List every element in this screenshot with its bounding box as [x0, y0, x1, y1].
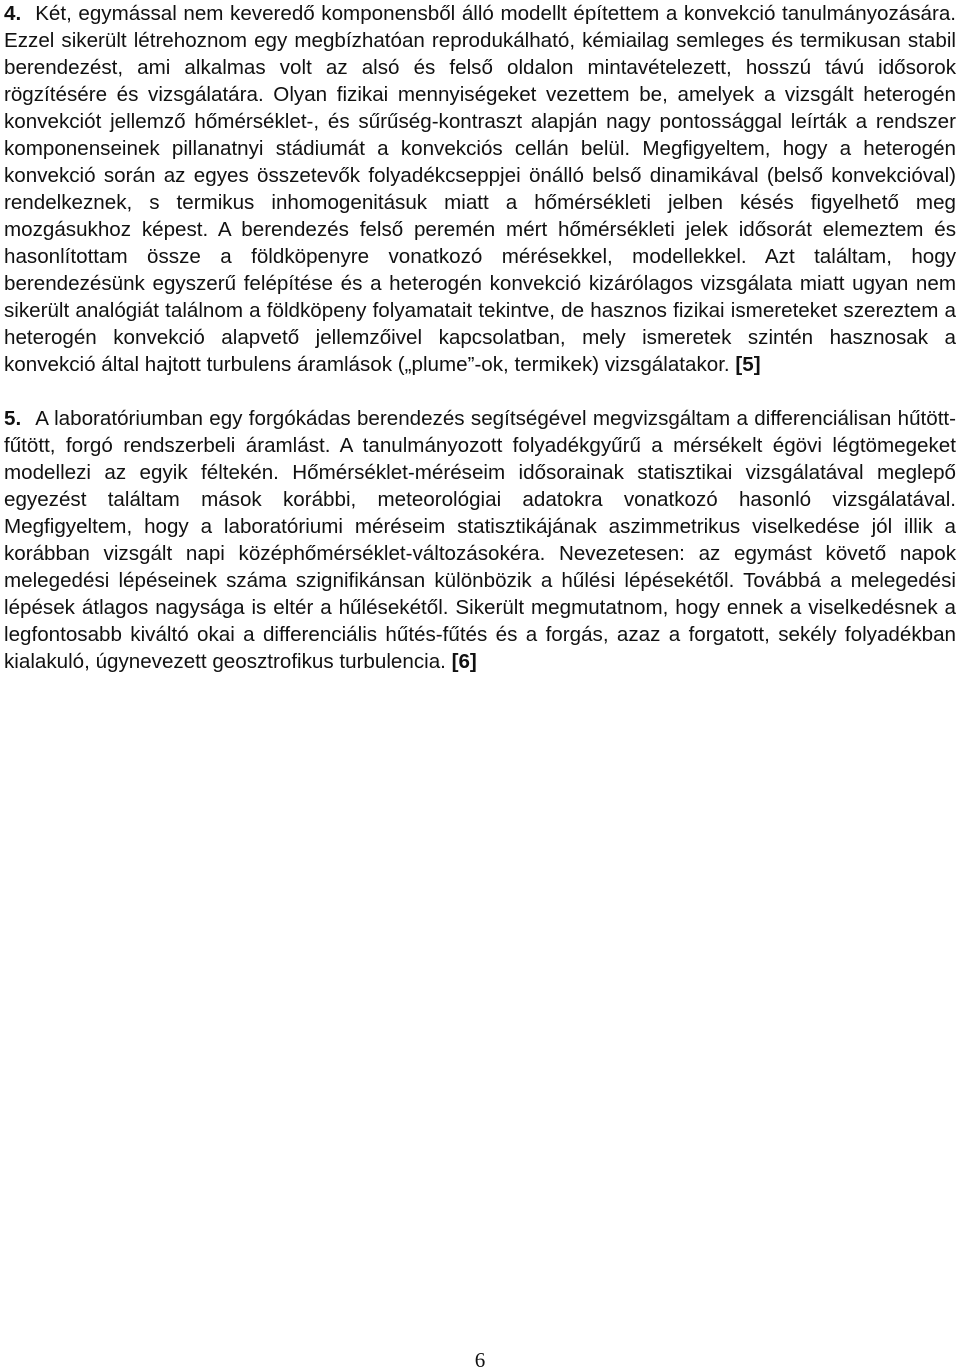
page-number: 6 — [474, 1348, 486, 1372]
section-5-reference: [6] — [451, 650, 477, 673]
section-5-paragraph — [4, 405, 956, 675]
section-5-number: 5. — [4, 407, 22, 430]
section-5-text: A laboratóriumban egy forgókádas berendezés segítségével megvizsgáltam a differenciálisan hűtött-fűtött, forgó rendszerbeli áramlást. A tanulmányozott folyadékgyűrű a mérsékelt égövi légtömegeket modellezi az egyik féltekén. Hőmérséklet-méréseim idősorainak statisztikai vizsgálatával meglepő egyezést találtam mások korábbi, meteorológiai adatokra vonatkozó hasonló vizsgálatával. Megfigyeltem, hogy a laboratóriumi méréseim statisztikájának aszimmetrikus viselkedése jól illik a korábban vizsgált napi középhőmérséklet-változásokéra. Nevezetesen: az egymást követő napok melegedési lépéseinek száma szignifikánsan különbözik a hűlési lépésekétől. Továbbá a melegedési lépések átlagos nagysága is eltér a hűlésekétől. Sikerült megmutatnom, hogy ennek a viselkedésnek a legfontosabb kiváltó okai a differenciális hűtés-fűtés és a forgás, azaz a forgatott, sekély folyadékban kialakuló, úgynevezett geosztrofikus turbulencia. — [4, 407, 956, 673]
section-4-number: 4. — [4, 2, 22, 25]
section-4-reference: [5] — [735, 353, 761, 376]
section-4-paragraph — [4, 0, 956, 378]
document-body — [4, 0, 956, 675]
section-4-text: Két, egymással nem keveredő komponensből álló modellt építettem a konvekció tanulmányozására. Ezzel sikerült létrehoznom egy megbízhatóan reprodukálható, kémiailag semleges és termikusan stabil berendezést, ami alkalmas volt az alsó és felső oldalon mintavételezett, hosszú távú idősorok rögzítésére és vizsgálatára. Olyan fizikai mennyiségeket vezettem be, amelyek a vizsgált heterogén konvekciót jellemző hőmérséklet-, és sűrűség-kontraszt alapján nagy pontossággal leírták a rendszer komponenseinek pillanatnyi stádiumát a konvekciós cellán belül. Megfigyeltem, hogy a heterogén konvekció során az egyes összetevők folyadékcseppjei önálló belső dinamikával (belső konvekcióval) rendelkeznek, s termikus inhomogenitásuk miatt a hőmérsékleti jelben késés figyelhető meg mozgásukhoz képest. A berendezés felső peremén mért hőmérsékleti jelek idősorát elemeztem és hasonlítottam össze a földköpenyre vonatkozó mérésekkel, modellekkel. Azt találtam, hogy berendezésünk egyszerű felépítése és a heterogén konvekció kizárólagos vizsgálata miatt ugyan nem sikerült analógiát találnom a földköpeny folyamatait tekintve, de hasznos fizikai ismereteket szereztem a heterogén konvekció alapvető jellemzőivel kapcsolatban, mely ismeretek szintén hasznosak a konvekció által hajtott turbulens áramlások („plume”-ok, termikek) vizsgálatakor. — [4, 2, 956, 376]
